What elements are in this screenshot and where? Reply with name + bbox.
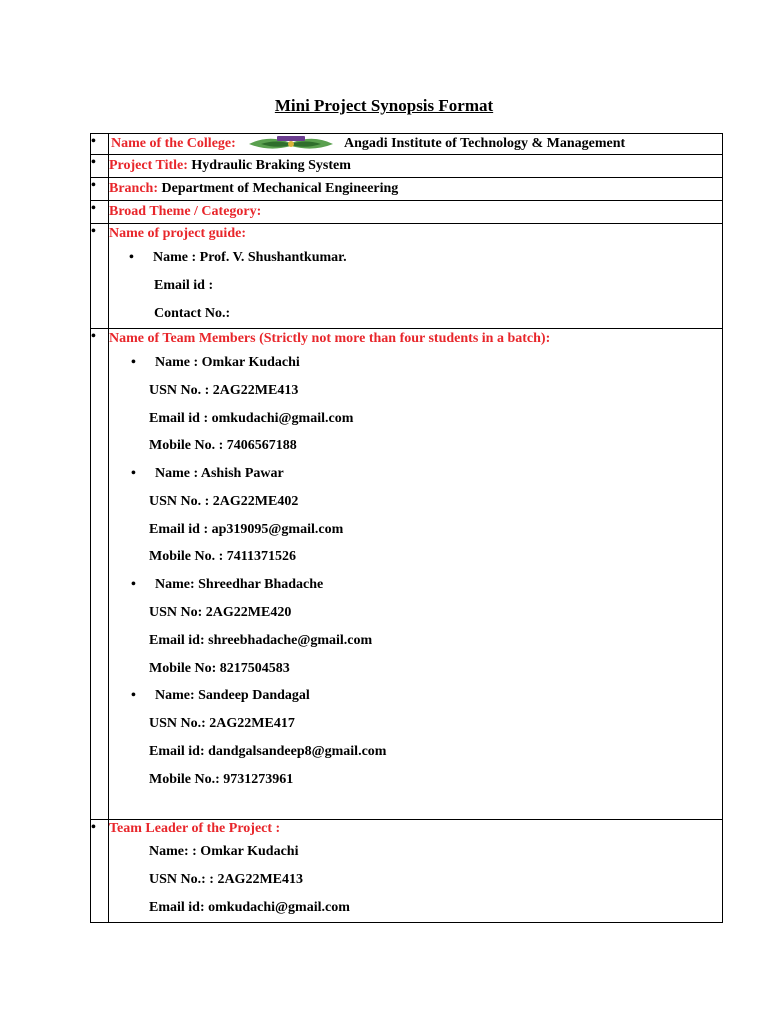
branch-cell bbox=[109, 178, 723, 201]
bullet-cell bbox=[91, 820, 109, 923]
bullet-icon: • bbox=[91, 134, 96, 149]
project-cell bbox=[109, 155, 723, 178]
row-branch bbox=[91, 178, 723, 201]
project-value: Hydraulic Braking System bbox=[191, 158, 351, 173]
guide-name: • Name : Prof. V. Shushantkumar. bbox=[129, 244, 722, 272]
member-mobile: Mobile No. : 7411371526 bbox=[149, 549, 296, 565]
team-label: Name of Team Members (Strictly not more than four students in a batch): bbox=[109, 331, 551, 346]
member-usn: USN No.: 2AG22ME417 bbox=[149, 716, 295, 732]
branch-label: Branch: bbox=[109, 181, 158, 196]
bullet-cell bbox=[91, 201, 109, 224]
leader-cell bbox=[109, 820, 723, 923]
bullet-cell bbox=[91, 178, 109, 201]
member-email: Email id: dandgalsandeep8@gmail.com bbox=[149, 743, 387, 759]
bullet-icon: • bbox=[91, 820, 96, 835]
row-project bbox=[91, 155, 723, 178]
bullet-icon: • bbox=[91, 201, 96, 216]
guide-contact: Contact No.: bbox=[154, 306, 231, 321]
project-label: Project Title: bbox=[109, 158, 188, 173]
member-name: • Name: Shreedhar Bhadache bbox=[131, 571, 722, 599]
bullet-icon: • bbox=[131, 466, 136, 482]
bullet-cell bbox=[91, 329, 109, 820]
bullet-icon: • bbox=[91, 224, 96, 239]
leader-email: Email id: omkudachi@gmail.com bbox=[149, 900, 350, 915]
theme-label: Broad Theme / Category: bbox=[109, 204, 262, 219]
college-logo-icon bbox=[247, 136, 335, 152]
row-college bbox=[91, 134, 723, 155]
member-mobile: Mobile No.: 9731273961 bbox=[149, 771, 294, 787]
bullet-icon: • bbox=[91, 329, 96, 344]
member-email: Email id : ap319095@gmail.com bbox=[149, 521, 344, 537]
member-usn: USN No. : 2AG22ME413 bbox=[149, 383, 299, 398]
member-mobile: Mobile No: 8217504583 bbox=[149, 660, 290, 676]
member-email: Email id: shreebhadache@gmail.com bbox=[149, 632, 373, 648]
row-leader bbox=[91, 820, 723, 923]
member-name: • Name: Sandeep Dandagal bbox=[131, 682, 722, 710]
theme-cell bbox=[109, 201, 723, 224]
bullet-icon: • bbox=[129, 250, 134, 265]
guide-cell bbox=[109, 224, 723, 329]
member-name: • Name : Ashish Pawar bbox=[131, 460, 722, 488]
synopsis-table bbox=[90, 133, 723, 923]
member-mobile: Mobile No. : 7406567188 bbox=[149, 438, 297, 454]
bullet-cell bbox=[91, 134, 109, 155]
row-theme bbox=[91, 201, 723, 224]
member-usn: USN No: 2AG22ME420 bbox=[149, 605, 292, 621]
member-name: • Name : Omkar Kudachi bbox=[131, 349, 722, 377]
bullet-cell bbox=[91, 224, 109, 329]
branch-value: Department of Mechanical Engineering bbox=[161, 181, 399, 196]
bullet-cell bbox=[91, 155, 109, 178]
member-email: Email id : omkudachi@gmail.com bbox=[149, 410, 354, 426]
guide-label: Name of project guide: bbox=[109, 226, 246, 241]
bullet-icon: • bbox=[91, 155, 96, 170]
bullet-icon: • bbox=[131, 355, 136, 370]
guide-email: Email id : bbox=[154, 278, 214, 293]
team-cell bbox=[109, 329, 723, 820]
bullet-icon: • bbox=[91, 178, 96, 193]
leader-label: Team Leader of the Project : bbox=[109, 821, 281, 836]
leader-name: Name: : Omkar Kudachi bbox=[149, 844, 299, 859]
bullet-icon: • bbox=[131, 577, 136, 593]
bullet-icon: • bbox=[131, 688, 136, 704]
page-title: Mini Project Synopsis Format bbox=[274, 96, 494, 115]
college-label: Name of the College: bbox=[111, 136, 236, 151]
leader-usn: USN No.: : 2AG22ME413 bbox=[149, 872, 303, 887]
college-cell bbox=[109, 134, 723, 155]
row-team bbox=[91, 329, 723, 820]
member-usn: USN No. : 2AG22ME402 bbox=[149, 494, 299, 510]
row-guide bbox=[91, 224, 723, 329]
college-value: Angadi Institute of Technology & Management bbox=[344, 136, 626, 151]
